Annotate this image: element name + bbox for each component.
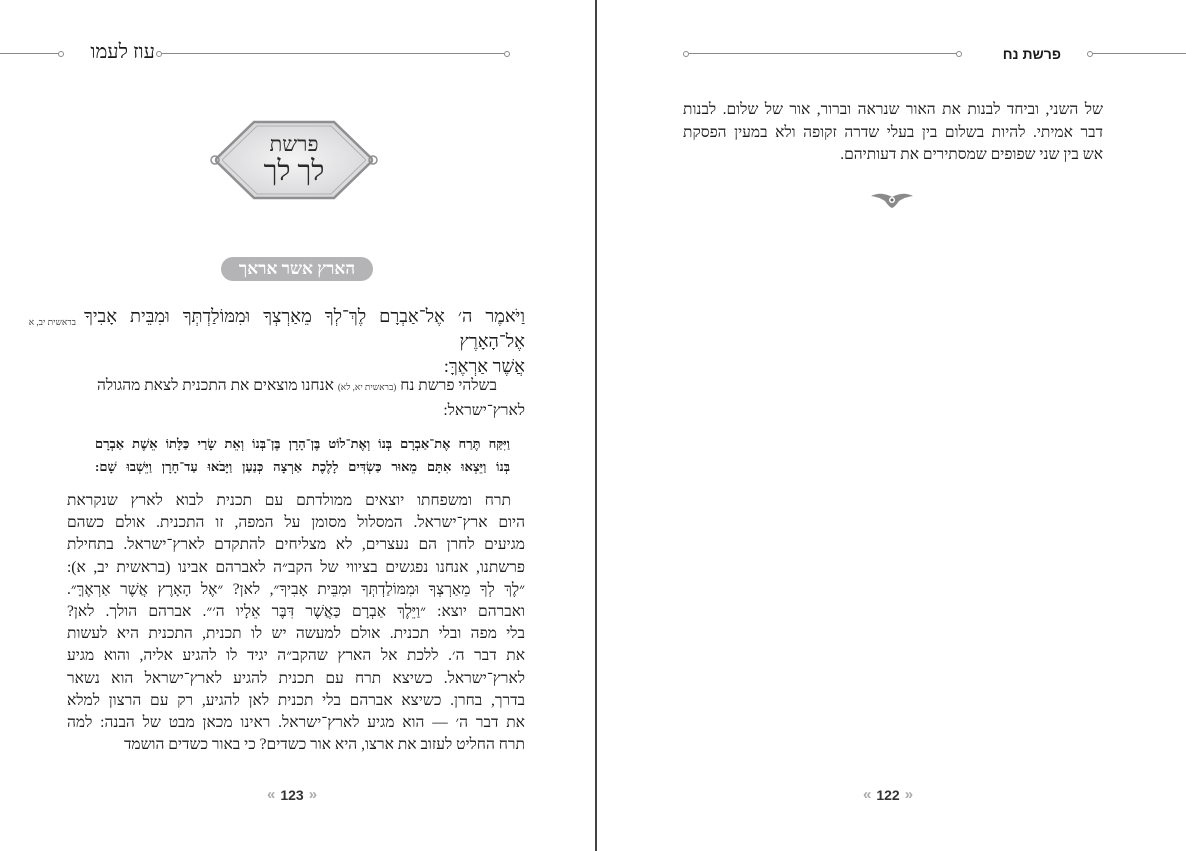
- text-line: לארץ־ישראל. כשיצא תרח עם תכנית להגיע לארץ־ישראל הוא נשאר: [67, 669, 525, 687]
- header-rule-left: [689, 53, 957, 54]
- rule-end-dot: [58, 51, 64, 57]
- text-line: ואברהם יוצא: ״וַיֵּלֶךְ אַבְרָם כַּאֲשֶׁר דִּבֶּר אֵלָיו ה׳״. אברהם הולך. לאן?: [67, 603, 525, 621]
- rule-end-dot: [683, 51, 689, 57]
- page-number: [863, 786, 913, 803]
- intro-text: בשלהי פרשת נח: [400, 377, 497, 394]
- header-rule-right: [1093, 53, 1186, 54]
- chevron-right-icon: »: [308, 786, 318, 803]
- verse-line: וַיֹּאמֶר ה׳ אֶל־אַבְרָם לֶךְ־לְךָ מֵאַרְצְךָ וּמִמּוֹלַדְתְּךָ וּמִבֵּית אָבִיךָ אֶל־הָאָרֶץ: [84, 306, 525, 351]
- header-rule-right: [162, 53, 504, 54]
- text-line: בלי מפה ובלי תכנית. אולם למעשה יש לו תכנית, התכנית היא לעשות: [67, 625, 525, 643]
- text-line: את דבר ה׳. ללכת אל הארץ שהקב״ה יגיד לו להגיע אליה, והוא מגיע: [67, 647, 525, 665]
- verse-block: [84, 304, 525, 379]
- header-rule-left: [0, 53, 58, 54]
- rule-end-dot: [504, 51, 510, 57]
- text-line: פרשתנו, אנחנו נפגשים בציווי של הקב״ה לאברהם אבינו (בראשית יב, א):: [67, 558, 525, 576]
- page-number-text: 122: [876, 786, 900, 803]
- verse-reference: בראשית יב, א: [28, 317, 76, 327]
- body-text: [67, 490, 525, 756]
- running-head: פרשת נח: [1002, 46, 1061, 62]
- chevron-left-icon: «: [863, 786, 872, 803]
- text-line: דבר אמיתי. להיות בשלום בין בעלי שדרה זקופה ולא במעין הפסקת: [683, 123, 1103, 141]
- right-page: [597, 0, 1186, 851]
- intro-paragraph: [65, 374, 525, 423]
- verse-reference-wrap: [18, 312, 76, 330]
- page-number-text: 123: [280, 786, 304, 803]
- quote-line: וַיִּקַּח תֶּרַח אֶת־אַבְרָם בְּנוֹ וְאֶת־לוֹט בֶּן־הָרָן בֶּן־בְּנוֹ וְאֵת שָׂרַי כַּלָּתוֹ אֵשֶׁת אַבְרָם: [95, 436, 510, 451]
- quote-line: בְּנוֹ וַיֵּצְאוּ אִתָּם מֵאוּר כַּשְׂדִּים לָלֶכֶת אַרְצָה כְּנַעַן וַיָּבֹאוּ עַד־חָרָן וַיֵּשְׁבוּ שָׁם:: [95, 459, 510, 474]
- text-line: מגיעים לחרן הם נעצרים, לא מצליחים להתקדם לארץ־ישראל. בתחילת: [67, 536, 525, 554]
- parasha-cartouche: [209, 118, 379, 202]
- chevron-right-icon: »: [904, 786, 914, 803]
- text-line: תרח ומשפחתו יוצאים ממולדתם עם תכנית לבוא לארץ שנקראת: [67, 492, 511, 509]
- body-text: [683, 99, 1103, 167]
- ornament-icon: [869, 191, 915, 209]
- intro-text: לארץ־ישראל:: [443, 402, 525, 419]
- text-line: ״לֶךְ לְךָ מֵאַרְצְךָ וּמִמּוֹלַדְתְּךָ וּמִבֵּית אָבִיךָ״, לאן? ״אֶל הָאָרֶץ אֲשֶׁר אַרְאֶךָּ״.: [67, 580, 525, 598]
- intro-text: אנחנו מוצאים את התכנית לצאת מהגולה: [96, 377, 334, 394]
- text-line: בדרך, בחרן. כשיצא אברהם בלי תכנית לאן להגיע, רק עם הרצון למלא: [67, 691, 525, 709]
- text-line: אש בין שני שפופים שמסתירים את דעותיהם.: [840, 146, 1103, 163]
- rule-end-dot: [956, 51, 962, 57]
- page-number: [267, 786, 317, 803]
- verse-line: אֲשֶׁר אַרְאֶךָּ:: [443, 356, 525, 376]
- parasha-label: פרשת: [269, 132, 319, 156]
- text-line: של השני, וביחד לבנות את האור שנראה וברור, אור של שלום. לבנות: [683, 101, 1103, 118]
- rule-end-dot: [156, 51, 162, 57]
- section-title: הארץ אשר אראך: [221, 257, 373, 281]
- text-line: תרח החליט לעזוב את ארצו, היא אור כשדים? כי באור כשדים הושמד: [123, 736, 525, 754]
- parasha-name: לך לך: [263, 156, 325, 187]
- text-line: את דבר ה׳ — הוא מגיע לארץ־ישראל. ראינו מכאן מבט של הבנה: למה: [67, 714, 525, 732]
- intro-reference: (בראשית יא, לא): [337, 382, 397, 392]
- running-head: עוז לעמו: [90, 41, 155, 63]
- text-line: היום ארץ־ישראל. המסלול מסומן על המפה, זו התכנית. אולם כשהם: [67, 514, 525, 532]
- rule-end-dot: [1087, 51, 1093, 57]
- quote-block: [95, 432, 510, 478]
- chevron-left-icon: «: [267, 786, 276, 803]
